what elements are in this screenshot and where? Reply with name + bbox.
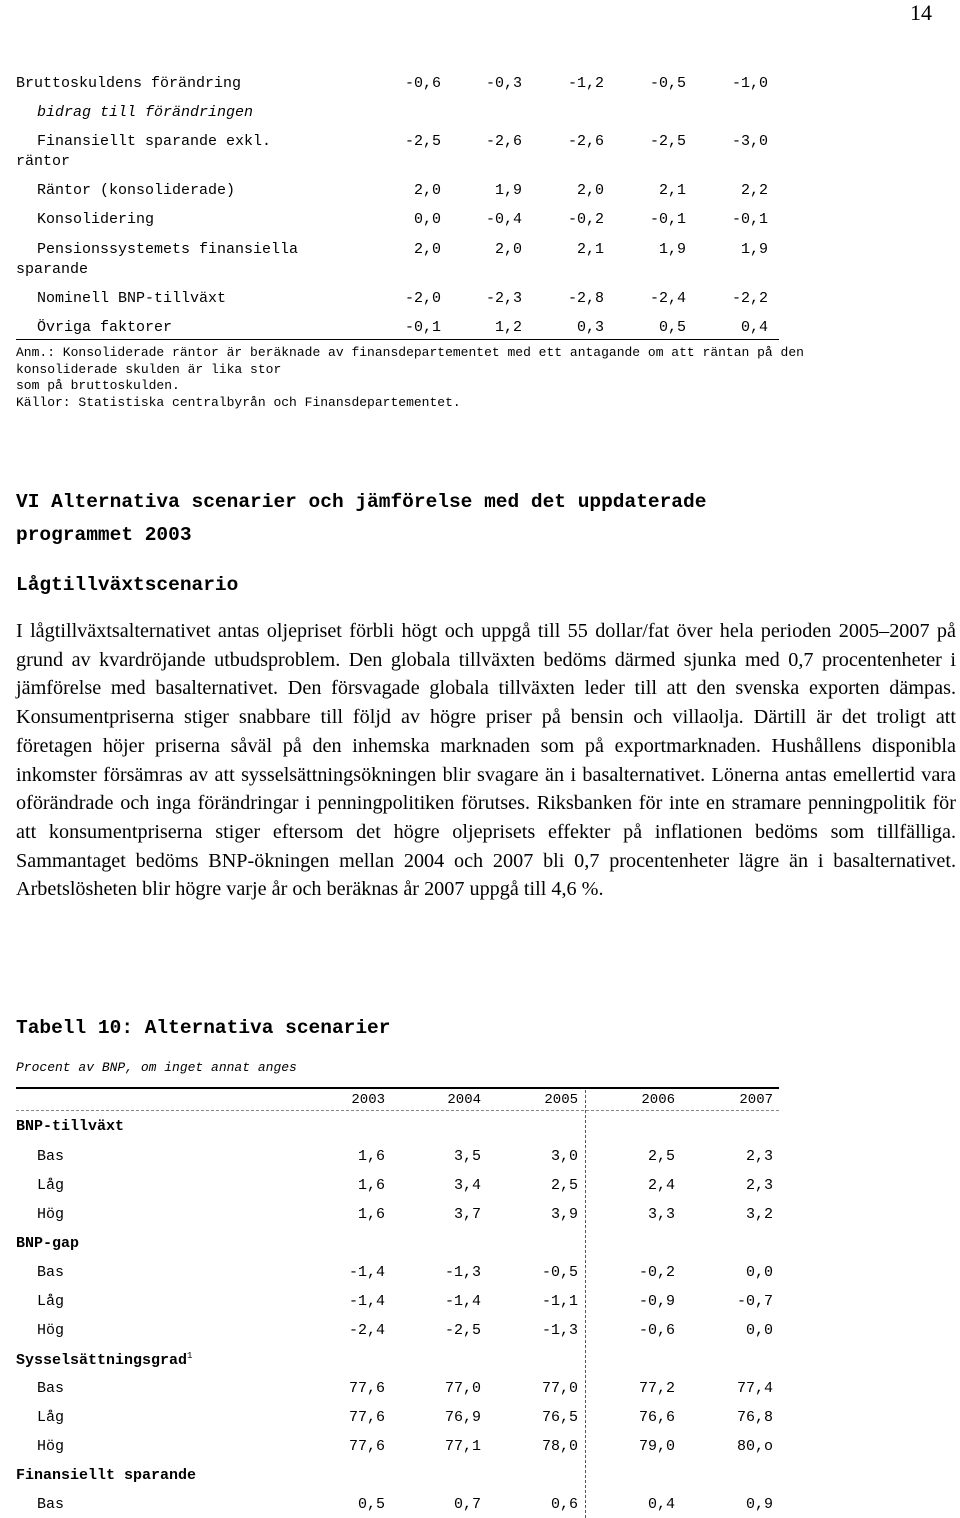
cell-value: -3,0	[731, 133, 768, 150]
cell-value: 76,9	[444, 1409, 481, 1426]
cell-value: -0,6	[638, 1322, 675, 1339]
row-label: Hög	[37, 1206, 65, 1223]
cell-value: -2,2	[731, 290, 768, 307]
row-label: Finansiellt sparande exkl.	[37, 133, 272, 150]
section-heading	[16, 486, 706, 552]
table-top-rule	[16, 1087, 779, 1089]
cell-value: 3,9	[550, 1206, 578, 1223]
year-header: 2006	[641, 1092, 675, 1108]
column-divider	[585, 1090, 586, 1518]
cell-value: 2,0	[413, 182, 441, 199]
cell-value: -1,2	[567, 75, 604, 92]
cell-value: 1,6	[357, 1177, 385, 1194]
cell-value: 2,3	[745, 1177, 773, 1194]
subheading: Lågtillväxtscenario	[16, 574, 239, 596]
cell-value: -1,1	[541, 1293, 578, 1310]
row-label: Konsolidering	[37, 211, 155, 228]
cell-value: -0,2	[567, 211, 604, 228]
cell-value: 3,4	[453, 1177, 481, 1194]
cell-value: -0,5	[649, 75, 686, 92]
cell-value: -2,8	[567, 290, 604, 307]
note-line: som på bruttoskulden.	[16, 378, 180, 394]
cell-value: 1,9	[740, 241, 768, 258]
year-header: 2005	[544, 1092, 578, 1108]
cell-value: 1,2	[494, 319, 522, 336]
table-row	[0, 319, 960, 339]
table-row	[0, 211, 960, 231]
cell-value: 0,9	[745, 1496, 773, 1513]
cell-value: 3,5	[453, 1148, 481, 1165]
cell-value: 76,5	[541, 1409, 578, 1426]
year-header: 2004	[447, 1092, 481, 1108]
cell-value: 0,5	[357, 1496, 385, 1513]
cell-value: 0,0	[745, 1322, 773, 1339]
cell-value: -2,4	[649, 290, 686, 307]
header-rule	[16, 1110, 779, 1111]
row-label: Bas	[37, 1148, 65, 1165]
row-label: Hög	[37, 1438, 65, 1455]
cell-value: -0,1	[649, 211, 686, 228]
cell-value: 3,3	[647, 1206, 675, 1223]
footnote-marker: 1	[187, 1351, 193, 1361]
year-header: 2007	[739, 1092, 773, 1108]
table-row	[0, 133, 960, 153]
row-label: Bas	[37, 1264, 65, 1281]
cell-value: 2,1	[576, 241, 604, 258]
table-row-continuation	[0, 261, 960, 281]
cell-value: 2,0	[576, 182, 604, 199]
cell-value: 77,6	[348, 1409, 385, 1426]
group-heading: Finansiellt sparande	[16, 1467, 197, 1484]
table-subtitle: Procent av BNP, om inget annat anges	[16, 1060, 297, 1075]
cell-value: 3,0	[550, 1148, 578, 1165]
table-title: Tabell 10: Alternativa scenarier	[16, 1017, 391, 1039]
row-label: Låg	[37, 1177, 65, 1194]
row-label: Räntor (konsoliderade)	[37, 182, 236, 199]
row-label: Hög	[37, 1322, 65, 1339]
row-label: Bruttoskuldens förändring	[16, 75, 242, 92]
cell-value: 78,0	[541, 1438, 578, 1455]
section-heading-line: VI Alternativa scenarier och jämförelse med det uppdaterade	[16, 491, 707, 513]
table-row-continuation	[0, 153, 960, 173]
cell-value: -0,3	[485, 75, 522, 92]
cell-value: -1,4	[444, 1293, 481, 1310]
cell-value: 77,6	[348, 1380, 385, 1397]
cell-value: 3,7	[453, 1206, 481, 1223]
cell-value: 0,3	[576, 319, 604, 336]
note-line: konsoliderade skulden är lika stor	[16, 361, 282, 377]
page-number: 14	[910, 0, 932, 25]
cell-value: 2,0	[494, 241, 522, 258]
cell-value: 76,6	[638, 1409, 675, 1426]
cell-value: -2,0	[404, 290, 441, 307]
cell-value: -0,6	[404, 75, 441, 92]
cell-value: 0,0	[745, 1264, 773, 1281]
row-label: bidrag till förändringen	[37, 104, 254, 121]
section-heading-line: programmet 2003	[16, 524, 192, 546]
cell-value: -1,3	[541, 1322, 578, 1339]
cell-value: 77,0	[541, 1380, 578, 1397]
note-line: Anm.: Konsoliderade räntor är beräknade av finansdepartementet med ett antagande om att räntan på den	[16, 345, 804, 360]
cell-value: 77,6	[348, 1438, 385, 1455]
group-heading: BNP-gap	[16, 1235, 80, 1252]
cell-value: 2,5	[647, 1148, 675, 1165]
cell-value: 0,4	[740, 319, 768, 336]
group-heading: BNP-tillväxt	[16, 1118, 125, 1135]
cell-value: 76,8	[736, 1409, 773, 1426]
cell-value: 0,5	[658, 319, 686, 336]
cell-value: 2,1	[658, 182, 686, 199]
table-row	[0, 182, 960, 202]
row-label: Låg	[37, 1409, 65, 1426]
year-header: 2003	[351, 1092, 385, 1108]
row-label-continuation: sparande	[16, 261, 89, 278]
row-label: Pensionssystemets finansiella	[37, 241, 299, 258]
cell-value: -0,1	[404, 319, 441, 336]
cell-value: -0,1	[731, 211, 768, 228]
cell-value: 80,o	[736, 1438, 773, 1455]
row-label: Bas	[37, 1496, 65, 1513]
cell-value: -2,6	[485, 133, 522, 150]
cell-value: 3,2	[745, 1206, 773, 1223]
group-heading-text: Sysselsättningsgrad	[16, 1352, 188, 1369]
table-row	[0, 290, 960, 310]
cell-value: 77,0	[444, 1380, 481, 1397]
cell-value: -0,4	[485, 211, 522, 228]
cell-value: 77,4	[736, 1380, 773, 1397]
cell-value: 1,9	[658, 241, 686, 258]
cell-value: 79,0	[638, 1438, 675, 1455]
cell-value: 0,6	[550, 1496, 578, 1513]
cell-value: 2,5	[550, 1177, 578, 1194]
cell-value: 0,7	[453, 1496, 481, 1513]
cell-value: -0,7	[736, 1293, 773, 1310]
cell-value: 2,4	[647, 1177, 675, 1194]
cell-value: 77,2	[638, 1380, 675, 1397]
row-label: Nominell BNP-tillväxt	[37, 290, 227, 307]
cell-value: -1,0	[731, 75, 768, 92]
cell-value: -2,5	[649, 133, 686, 150]
cell-value: 1,6	[357, 1148, 385, 1165]
cell-value: 77,1	[444, 1438, 481, 1455]
cell-value: -0,5	[541, 1264, 578, 1281]
source-line: Källor: Statistiska centralbyrån och Finansdepartementet.	[16, 394, 461, 410]
body-paragraph: I lågtillväxtsalternativet antas oljepriset förbli högt och uppgå till 55 dollar/fat över hela perioden 2005–2007 på grund av kvardröjande utbudsproblem. Den globala tillväxten bedöms därmed sjunka med 0,7 procentenheter i jämförelse med basalternativet. Den försvagade globala tillväxten leder till att den svenska exporten dämpas. Konsumentpriserna stiger snabbare till följd av högre priser på bensin och villaolja. Därtill är det troligt att företagen höjer priserna såväl på den inhemska marknaden som på exportmarknaden. Hushållens disponibla inkomster försämras av att sysselsättningsökningen blir svagare än i basalternativet. Lönerna antas emellertid vara oförändrade och inga förändringar i penningpolitiken förutses. Riksbanken för inte en stramare penningpolitik för att konsumentpriserna stiger eftersom det högre oljeprisets effekter på inflationen bedöms som tillfälliga. Sammantaget bedöms BNP-ökningen mellan 2004 och 2007 bli 0,7 procentenheter lägre än i basalternativet. Arbetslösheten blir högre varje år och beräknas år 2007 uppgå till 4,6 %.	[16, 620, 956, 901]
cell-value: 1,6	[357, 1206, 385, 1223]
row-label: Övriga faktorer	[37, 319, 173, 336]
cell-value: -0,9	[638, 1293, 675, 1310]
cell-value: -2,4	[348, 1322, 385, 1339]
table-row	[0, 241, 960, 261]
cell-value: 2,0	[413, 241, 441, 258]
row-label: Låg	[37, 1293, 65, 1310]
table-row	[0, 75, 960, 95]
cell-value: -2,3	[485, 290, 522, 307]
cell-value: 2,2	[740, 182, 768, 199]
table-note	[16, 345, 946, 411]
cell-value: 1,9	[494, 182, 522, 199]
cell-value: -0,2	[638, 1264, 675, 1281]
cell-value: 0,0	[413, 211, 441, 228]
cell-value: -2,6	[567, 133, 604, 150]
cell-value: 0,4	[647, 1496, 675, 1513]
cell-value: -2,5	[444, 1322, 481, 1339]
cell-value: 2,3	[745, 1148, 773, 1165]
cell-value: -1,4	[348, 1293, 385, 1310]
table-bottom-rule	[16, 339, 779, 340]
cell-value: -2,5	[404, 133, 441, 150]
row-label: Bas	[37, 1380, 65, 1397]
table-row	[0, 104, 960, 124]
group-heading	[16, 1351, 192, 1369]
row-label-continuation: räntor	[16, 153, 71, 170]
cell-value: -1,3	[444, 1264, 481, 1281]
cell-value: -1,4	[348, 1264, 385, 1281]
